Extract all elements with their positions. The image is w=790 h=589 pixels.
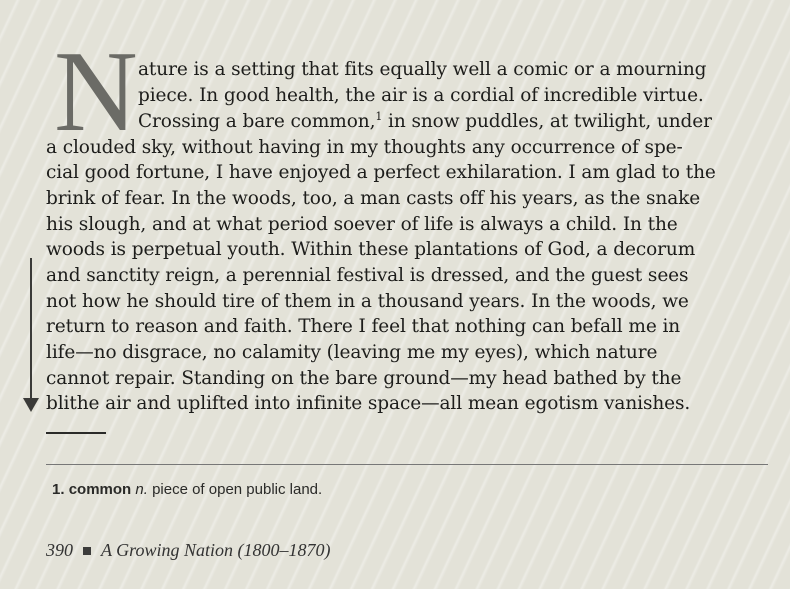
text-line: ature is a setting that fits equally well a comic or a mourning bbox=[138, 59, 707, 80]
text-line: woods is perpetual youth. Within these plantations of God, a decorum bbox=[46, 239, 696, 260]
footnote-definition: piece of open public land. bbox=[152, 481, 323, 498]
section-title: A Growing Nation (1800–1870) bbox=[101, 540, 331, 560]
text-line: brink of fear. In the woods, too, a man casts off his years, as the snake bbox=[46, 188, 701, 209]
text-segment: in snow puddles, at twilight, under bbox=[382, 111, 712, 132]
text-line: life—no disgrace, no calamity (leaving me my eyes), which nature bbox=[46, 342, 658, 363]
text-line: his slough, and at what period soever of life is always a child. In the bbox=[46, 214, 678, 235]
text-line: blithe air and uplifted into infinite space—all mean egotism vanishes. bbox=[46, 393, 691, 414]
text-line: piece. In good health, the air is a cordial of incredible virtue. bbox=[138, 85, 704, 106]
text-line: not how he should tire of them in a thousand years. In the woods, we bbox=[46, 291, 689, 312]
text-line: a clouded sky, without having in my thoughts any occurrence of spe- bbox=[46, 137, 683, 158]
underline-annotation bbox=[46, 432, 106, 434]
footnote-term: common bbox=[68, 481, 132, 498]
down-arrow-icon bbox=[23, 398, 39, 412]
text-line: return to reason and faith. There I feel that nothing can befall me in bbox=[46, 316, 681, 337]
page-number: 390 bbox=[46, 540, 73, 560]
text-line bbox=[138, 110, 712, 134]
drop-cap: N bbox=[54, 28, 138, 156]
margin-arrow-line bbox=[30, 258, 32, 402]
text-line: cial good fortune, I have enjoyed a perfect exhilaration. I am glad to the bbox=[46, 162, 716, 183]
page-footer bbox=[46, 540, 331, 561]
footnote-reference: 1 bbox=[375, 109, 383, 123]
text-line: cannot repair. Standing on the bare ground—my head bathed by the bbox=[46, 368, 682, 389]
footnote-part-of-speech: n. bbox=[135, 481, 148, 498]
footnote-number: 1. bbox=[52, 481, 65, 498]
text-segment: Crossing a bare common, bbox=[138, 111, 376, 132]
footnote-divider bbox=[46, 464, 768, 465]
text-line: and sanctity reign, a perennial festival is dressed, and the guest sees bbox=[46, 265, 689, 286]
square-bullet-icon bbox=[83, 547, 91, 555]
footnote bbox=[52, 481, 322, 498]
